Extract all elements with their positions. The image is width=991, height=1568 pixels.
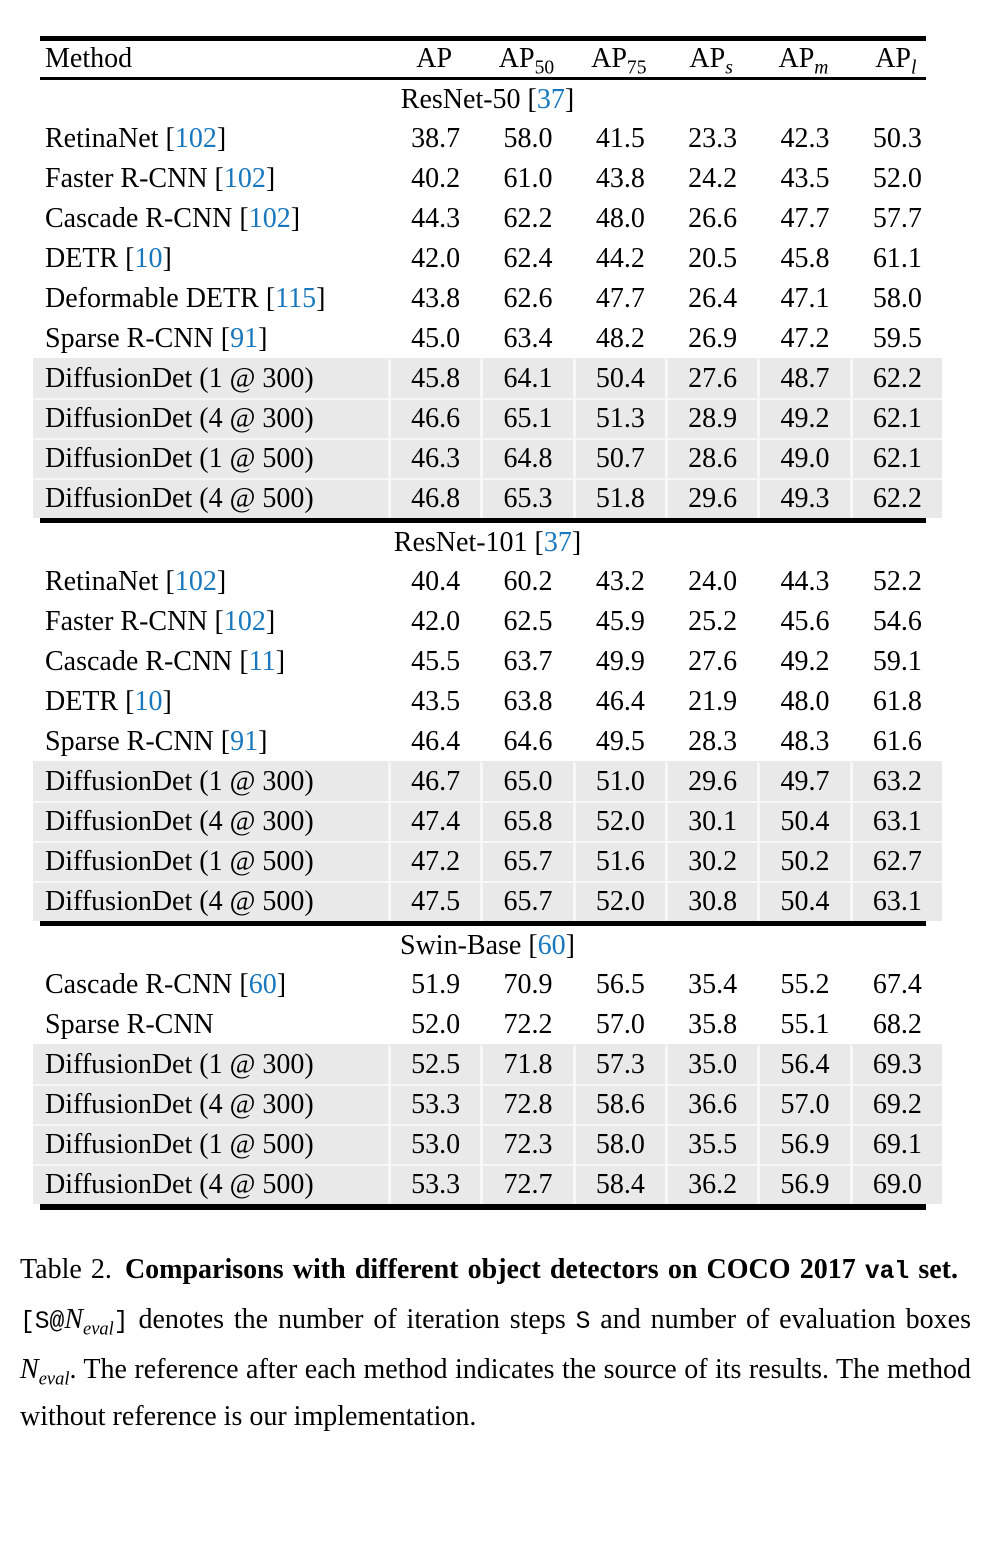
value-cell: 62.5 [503, 606, 553, 637]
caption-segment: S [575, 1308, 591, 1336]
value-cell: 58.4 [573, 1164, 665, 1204]
value-cell: 42.0 [411, 606, 461, 637]
value-cell: 63.1 [850, 881, 942, 921]
caption-segment: set. [909, 1254, 958, 1285]
value-cell: 20.5 [688, 243, 738, 274]
caption [20, 1246, 971, 1440]
citation-link[interactable]: 102 [223, 606, 266, 637]
value-cell: 62.1 [850, 438, 942, 478]
value-cell: 62.2 [850, 478, 942, 518]
value-cell: 43.2 [595, 566, 645, 597]
value-cell: 47.7 [780, 203, 830, 234]
value-cell: 46.3 [388, 438, 480, 478]
table-row [33, 278, 942, 318]
value-cell: 55.2 [780, 969, 830, 1000]
value-cell: 57.0 [757, 1084, 849, 1124]
value-cell: 28.9 [665, 398, 757, 438]
value-cell: 28.6 [665, 438, 757, 478]
column-header-method: Method [45, 43, 133, 74]
citation-link[interactable]: 91 [230, 726, 259, 757]
table-row [33, 478, 942, 518]
value-cell: 70.9 [503, 969, 553, 1000]
method-cell: DiffusionDet (4 @ 500) [33, 478, 388, 518]
value-cell: 35.8 [688, 1009, 738, 1040]
value-cell: 57.7 [872, 203, 922, 234]
value-cell: 52.2 [872, 566, 922, 597]
table-row [33, 801, 942, 841]
method-cell: Sparse R-CNN [45, 1009, 214, 1040]
table-rule [40, 1204, 926, 1210]
value-cell: 65.7 [480, 841, 572, 881]
value-cell: 40.2 [411, 163, 461, 194]
value-cell: 36.2 [665, 1164, 757, 1204]
column-header-apm: $AP_m$ [778, 43, 829, 79]
method-cell: DiffusionDet (1 @ 500) [33, 438, 388, 478]
value-cell: 29.6 [665, 761, 757, 801]
value-cell: 38.7 [411, 123, 461, 154]
value-cell: 46.7 [388, 761, 480, 801]
value-cell: 42.3 [780, 123, 830, 154]
method-cell: Cascade R-CNN [11] [45, 646, 286, 677]
value-cell: 52.0 [872, 163, 922, 194]
value-cell: 64.6 [503, 726, 553, 757]
table-row [33, 1084, 942, 1124]
value-cell: 48.2 [595, 323, 645, 354]
value-cell: 30.1 [665, 801, 757, 841]
value-cell: 60.2 [503, 566, 553, 597]
value-cell: 30.8 [665, 881, 757, 921]
caption-segment: eval [38, 1368, 70, 1389]
table-row [33, 681, 942, 721]
table-row [33, 1004, 942, 1044]
value-cell: 46.6 [388, 398, 480, 438]
value-cell: 55.1 [780, 1009, 830, 1040]
column-header-ap: AP [416, 43, 453, 74]
citation-link[interactable]: 60 [537, 930, 566, 961]
table-row [33, 238, 942, 278]
value-cell: 56.5 [595, 969, 645, 1000]
value-cell: 62.1 [850, 398, 942, 438]
method-cell: RetinaNet [102] [45, 123, 227, 154]
value-cell: 35.4 [688, 969, 738, 1000]
value-cell: 48.0 [595, 203, 645, 234]
value-cell: 47.2 [780, 323, 830, 354]
value-cell: 50.4 [757, 801, 849, 841]
value-cell: 49.3 [757, 478, 849, 518]
value-cell: 49.2 [780, 646, 830, 677]
value-cell: 41.5 [595, 123, 645, 154]
value-cell: 45.5 [411, 646, 461, 677]
value-cell: 49.5 [595, 726, 645, 757]
value-cell: 62.7 [850, 841, 942, 881]
citation-link[interactable]: 37 [543, 527, 572, 558]
value-cell: 57.3 [573, 1044, 665, 1084]
method-cell: DiffusionDet (4 @ 300) [33, 398, 388, 438]
value-cell: 45.0 [411, 323, 461, 354]
value-cell: 63.1 [850, 801, 942, 841]
caption-segment: . The reference after each method indicates the source of its results. The method without reference is our implementation. [20, 1354, 971, 1432]
caption-segment: denotes the number of iteration steps [128, 1304, 576, 1335]
value-cell: 56.9 [757, 1124, 849, 1164]
value-cell: 61.8 [872, 686, 922, 717]
value-cell: 53.0 [388, 1124, 480, 1164]
value-cell: 65.0 [480, 761, 572, 801]
value-cell: 56.9 [757, 1164, 849, 1204]
table-row [33, 398, 942, 438]
value-cell: 58.0 [503, 123, 553, 154]
value-cell: 65.1 [480, 398, 572, 438]
value-cell: 50.2 [757, 841, 849, 881]
value-cell: 69.3 [850, 1044, 942, 1084]
value-cell: 69.0 [850, 1164, 942, 1204]
method-cell: DiffusionDet (4 @ 300) [33, 1084, 388, 1124]
value-cell: 50.3 [872, 123, 922, 154]
value-cell: 36.6 [665, 1084, 757, 1124]
value-cell: 21.9 [688, 686, 738, 717]
value-cell: 28.3 [688, 726, 738, 757]
value-cell: 35.5 [665, 1124, 757, 1164]
value-cell: 43.5 [411, 686, 461, 717]
value-cell: 45.6 [780, 606, 830, 637]
value-cell: 47.4 [388, 801, 480, 841]
value-cell: 62.2 [503, 203, 553, 234]
method-cell: Sparse R-CNN [91] [45, 323, 268, 354]
value-cell: 43.8 [411, 283, 461, 314]
value-cell: 54.6 [872, 606, 922, 637]
results-table [33, 41, 942, 1210]
value-cell: 69.1 [850, 1124, 942, 1164]
method-cell: DiffusionDet (4 @ 500) [33, 1164, 388, 1204]
value-cell: 65.7 [480, 881, 572, 921]
value-cell: 69.2 [850, 1084, 942, 1124]
value-cell: 47.5 [388, 881, 480, 921]
citation-link[interactable]: 10 [134, 686, 163, 717]
table-row [33, 198, 942, 238]
method-cell: DiffusionDet (1 @ 300) [33, 358, 388, 398]
value-cell: 43.8 [595, 163, 645, 194]
value-cell: 72.8 [480, 1084, 572, 1124]
method-cell: Faster R-CNN [102] [45, 606, 276, 637]
value-cell: 57.0 [595, 1009, 645, 1040]
value-cell: 35.0 [665, 1044, 757, 1084]
method-cell: Cascade R-CNN [102] [45, 203, 301, 234]
table-row [33, 158, 942, 198]
citation-link[interactable]: 102 [174, 566, 217, 597]
caption-segment: N [20, 1354, 39, 1385]
value-cell: 61.6 [872, 726, 922, 757]
rule-row [33, 1204, 942, 1210]
value-cell: 49.2 [757, 398, 849, 438]
value-cell: 72.2 [503, 1009, 553, 1040]
method-cell: DiffusionDet (1 @ 300) [33, 1044, 388, 1084]
value-cell: 30.2 [665, 841, 757, 881]
value-cell: 25.2 [688, 606, 738, 637]
value-cell: 62.2 [850, 358, 942, 398]
table-row [33, 641, 942, 681]
caption-segment: N [64, 1304, 84, 1335]
section-row [33, 523, 942, 561]
value-cell: 26.4 [688, 283, 738, 314]
method-cell: DiffusionDet (1 @ 300) [33, 761, 388, 801]
method-cell: RetinaNet [102] [45, 566, 227, 597]
method-cell: DiffusionDet (1 @ 500) [33, 841, 388, 881]
value-cell: 59.5 [872, 323, 922, 354]
value-cell: 58.0 [872, 283, 922, 314]
table-row [33, 1164, 942, 1204]
caption-segment: Comparisons with different object detectors on COCO 2017 [124, 1254, 865, 1285]
caption-segment: eval [83, 1318, 114, 1339]
value-cell: 71.8 [480, 1044, 572, 1084]
value-cell: 51.8 [573, 478, 665, 518]
results-table-wrap [33, 36, 942, 1210]
citation-link[interactable]: 60 [248, 969, 277, 1000]
value-cell: 45.8 [780, 243, 830, 274]
value-cell: 58.6 [573, 1084, 665, 1124]
value-cell: 72.7 [480, 1164, 572, 1204]
section-row [33, 80, 942, 118]
value-cell: 61.1 [872, 243, 922, 274]
caption-segment: val [864, 1258, 910, 1286]
value-cell: 52.0 [411, 1009, 461, 1040]
value-cell: 59.1 [872, 646, 922, 677]
value-cell: 53.3 [388, 1084, 480, 1124]
citation-link[interactable]: 102 [248, 203, 291, 234]
value-cell: 50.4 [757, 881, 849, 921]
table-header-row [33, 41, 942, 77]
caption-segment: and number of evaluation boxes [590, 1304, 972, 1335]
value-cell: 24.2 [688, 163, 738, 194]
table-row [33, 118, 942, 158]
value-cell: 44.3 [411, 203, 461, 234]
value-cell: 40.4 [411, 566, 461, 597]
method-cell: Deformable DETR [115] [45, 283, 326, 314]
value-cell: 47.2 [388, 841, 480, 881]
method-cell: DETR [10] [45, 243, 172, 274]
section-header: Swin-Base [60] [400, 930, 575, 961]
value-cell: 63.7 [503, 646, 553, 677]
value-cell: 45.8 [388, 358, 480, 398]
table-row [33, 601, 942, 641]
value-cell: 62.4 [503, 243, 553, 274]
table-row [33, 761, 942, 801]
table-row [33, 1044, 942, 1084]
section-header: ResNet-50 [37] [400, 84, 575, 115]
value-cell: 43.5 [780, 163, 830, 194]
column-header-ap50: $AP_{50}$ [498, 43, 555, 79]
method-cell: Sparse R-CNN [91] [45, 726, 268, 757]
value-cell: 64.8 [480, 438, 572, 478]
method-cell: Faster R-CNN [102] [45, 163, 276, 194]
value-cell: 64.1 [480, 358, 572, 398]
caption-segment: ] [113, 1308, 129, 1336]
value-cell: 44.3 [780, 566, 830, 597]
value-cell: 49.7 [757, 761, 849, 801]
value-cell: 58.0 [573, 1124, 665, 1164]
value-cell: 72.3 [480, 1124, 572, 1164]
value-cell: 50.7 [573, 438, 665, 478]
method-cell: DiffusionDet (4 @ 300) [33, 801, 388, 841]
value-cell: 47.1 [780, 283, 830, 314]
value-cell: 23.3 [688, 123, 738, 154]
value-cell: 52.0 [573, 801, 665, 841]
table-row [33, 1124, 942, 1164]
value-cell: 65.8 [480, 801, 572, 841]
column-header-ap75: $AP_{75}$ [591, 43, 647, 79]
value-cell: 51.6 [573, 841, 665, 881]
table-row [33, 721, 942, 761]
column-header-apl: $AP_l$ [875, 43, 917, 79]
value-cell: 62.6 [503, 283, 553, 314]
value-cell: 68.2 [872, 1009, 922, 1040]
method-cell: DiffusionDet (1 @ 500) [33, 1124, 388, 1164]
table-row [33, 841, 942, 881]
table-body [33, 77, 942, 1210]
value-cell: 53.3 [388, 1164, 480, 1204]
value-cell: 50.4 [573, 358, 665, 398]
value-cell: 24.0 [688, 566, 738, 597]
method-cell: DETR [10] [45, 686, 172, 717]
value-cell: 46.8 [388, 478, 480, 518]
value-cell: 48.7 [757, 358, 849, 398]
value-cell: 52.0 [573, 881, 665, 921]
value-cell: 42.0 [411, 243, 461, 274]
table-row [33, 358, 942, 398]
value-cell: 65.3 [480, 478, 572, 518]
citation-link[interactable]: 91 [230, 323, 259, 354]
method-cell: DiffusionDet (4 @ 500) [33, 881, 388, 921]
value-cell: 48.0 [780, 686, 830, 717]
value-cell: 26.6 [688, 203, 738, 234]
section-header: ResNet-101 [37] [393, 527, 582, 558]
value-cell: 63.2 [850, 761, 942, 801]
caption-table-label: Table 2. [20, 1254, 112, 1285]
citation-link[interactable]: 102 [223, 163, 266, 194]
citation-link[interactable]: 115 [275, 283, 317, 314]
value-cell: 44.2 [595, 243, 645, 274]
value-cell: 27.6 [665, 358, 757, 398]
value-cell: 46.4 [411, 726, 461, 757]
value-cell: 63.4 [503, 323, 553, 354]
table-row [33, 964, 942, 1004]
value-cell: 27.6 [688, 646, 738, 677]
value-cell: 49.9 [595, 646, 645, 677]
citation-link[interactable]: 102 [174, 123, 217, 154]
value-cell: 52.5 [388, 1044, 480, 1084]
section-row [33, 926, 942, 964]
table-row [33, 438, 942, 478]
value-cell: 61.0 [503, 163, 553, 194]
value-cell: 47.7 [595, 283, 645, 314]
caption-segment: [S@ [20, 1308, 65, 1336]
value-cell: 46.4 [595, 686, 645, 717]
value-cell: 45.9 [595, 606, 645, 637]
citation-link[interactable]: 10 [134, 243, 163, 274]
value-cell: 26.9 [688, 323, 738, 354]
value-cell: 56.4 [757, 1044, 849, 1084]
value-cell: 51.9 [411, 969, 461, 1000]
value-cell: 67.4 [872, 969, 922, 1000]
citation-link[interactable]: 11 [248, 646, 276, 677]
citation-link[interactable]: 37 [536, 84, 565, 115]
table-row [33, 318, 942, 358]
value-cell: 48.3 [780, 726, 830, 757]
value-cell: 51.0 [573, 761, 665, 801]
table-row [33, 561, 942, 601]
column-header-aps: $AP_s$ [689, 43, 733, 79]
value-cell: 63.8 [503, 686, 553, 717]
value-cell: 51.3 [573, 398, 665, 438]
table-row [33, 881, 942, 921]
method-cell: Cascade R-CNN [60] [45, 969, 287, 1000]
value-cell: 29.6 [665, 478, 757, 518]
value-cell: 49.0 [757, 438, 849, 478]
